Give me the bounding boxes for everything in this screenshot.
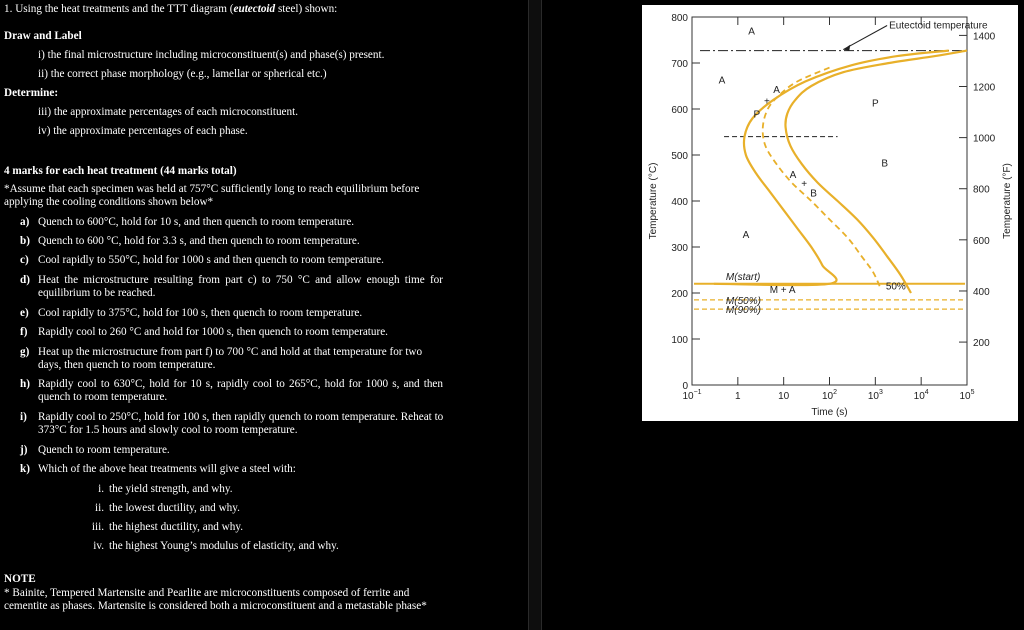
y2-tick-label: 1000	[973, 133, 996, 145]
treatment-text: Rapidly cool to 250°C, hold for 100 s, then rapidly quench to room temperature. Reheat to 373°C for 1.5 hours and slowly cool to room temperature.	[38, 411, 444, 436]
treatment-label: b)	[20, 235, 30, 247]
y-tick-label: 500	[671, 151, 688, 162]
ttt-curve-finish-99-	[785, 51, 967, 293]
draw-item: i) the final microstructure including microconstituent(s) and phase(s) present.	[38, 49, 385, 61]
determine-item: iv) the approximate percentages of each phase.	[38, 125, 248, 137]
y-tick-label: 0	[682, 381, 688, 392]
treatment-label: g)	[20, 346, 30, 358]
region-label: +	[801, 179, 808, 191]
region-label: A	[773, 84, 780, 96]
martensite-label: M(start)	[725, 271, 761, 283]
x-tick-label: $10^5$	[959, 389, 975, 402]
assume-note: *Assume that each specimen was held at 757°C sufficiently long to reach equilibrium before applying the cooling conditions shown below*	[4, 183, 420, 208]
question-title: 1. Using the heat treatments and the TTT diagram (eutectoid steel) shown:	[4, 3, 338, 15]
region-label: M + A	[769, 285, 796, 296]
ttt-chart-svg	[642, 5, 1018, 421]
panel-divider[interactable]	[528, 0, 542, 630]
treatment-label: h)	[20, 378, 30, 390]
y-axis-label: Temperature (°C)	[648, 162, 659, 240]
determine-item: iii) the approximate percentages of each microconstituent.	[38, 106, 299, 118]
region-label: P	[871, 98, 879, 110]
note-title: NOTE	[4, 573, 36, 585]
y-tick-label: 700	[671, 59, 688, 70]
y-tick-label: 100	[671, 335, 688, 346]
y-tick-label: 400	[671, 197, 688, 208]
treatment-label: e)	[20, 307, 29, 319]
martensite-label: M(90%)	[725, 305, 761, 317]
treatment-label: k)	[20, 463, 30, 475]
treatment-text: Cool rapidly to 550°C, hold for 1000 s and then quench to room temperature.	[38, 254, 384, 266]
determine-heading: Determine:	[4, 87, 59, 99]
y2-tick-label: 1400	[973, 31, 996, 43]
eutectoid-arrowhead	[843, 45, 850, 51]
treatment-text: Which of the above heat treatments will give a steel with:	[38, 463, 296, 475]
region-label: A	[748, 26, 755, 38]
x-tick-label: $10^3$	[867, 389, 883, 402]
marks-line: 4 marks for each heat treatment (44 marks total)	[4, 165, 237, 177]
x-tick-label: $10^2$	[821, 389, 838, 402]
treatment-text: Rapidly cool to 630°C, hold for 10 s, rapidly cool to 265°C, hold for 1000 s, and then quench to room temperature.	[38, 378, 443, 403]
ttt-curve-start-1-	[714, 51, 949, 286]
treatment-label: f)	[20, 326, 28, 338]
sub-item-text: the highest ductility, and why.	[109, 521, 244, 533]
y2-tick-label: 200	[973, 338, 990, 350]
x-tick-label: 1	[735, 391, 741, 402]
x-tick-label: 10	[778, 391, 790, 402]
y2-tick-label: 1200	[973, 82, 996, 94]
eutectoid-label: Eutectoid temperature	[889, 20, 988, 32]
treatment-text: Rapidly cool to 260 °C and hold for 1000 s, then quench to room temperature.	[38, 326, 388, 338]
y2-tick-label: 800	[973, 184, 990, 196]
region-label: A	[789, 170, 797, 181]
treatment-text: Heat up the microstructure from part f) to 700 °C and hold at that temperature for two days, then quench to room temperature.	[38, 346, 423, 371]
x-tick-label: $10^4$	[913, 389, 929, 402]
x-axis-label: Time (s)	[811, 407, 848, 418]
note-text: * Bainite, Tempered Martensite and Pearlite are microconstituents composed of ferrite and cementite as phases. Martensite is considered both a microconstituent and a metastable phase*	[4, 587, 427, 612]
treatment-text: Quench to 600 °C, hold for 3.3 s, and then quench to room temperature.	[38, 235, 360, 247]
sub-item-text: the yield strength, and why.	[109, 483, 233, 495]
sub-item-text: the highest Young’s modulus of elasticity, and why.	[109, 540, 339, 552]
treatment-text: Quench to 600°C, hold for 10 s, and then quench to room temperature.	[38, 216, 355, 228]
region-label: B	[881, 158, 889, 170]
treatment-label: j)	[20, 444, 28, 456]
treatment-label: c)	[20, 254, 29, 266]
draw-label-heading: Draw and Label	[4, 30, 82, 42]
treatment-label: d)	[20, 274, 30, 286]
draw-item: ii) the correct phase morphology (e.g., lamellar or spherical etc.)	[38, 68, 327, 80]
y-tick-label: 600	[671, 105, 688, 116]
treatment-text: Cool rapidly to 375°C, hold for 100 s, then quench to room temperature.	[38, 307, 363, 319]
region-label: +	[763, 96, 770, 108]
treatment-label: i)	[20, 411, 27, 423]
sub-item-label: i.	[98, 483, 104, 495]
region-label: A	[718, 75, 726, 87]
martensite-label: M(50%)	[725, 295, 761, 307]
treatment-text: Heat the microstructure resulting from part c) to 750 °C and allow enough time for equilibrium to be reached.	[38, 274, 443, 299]
y-tick-label: 300	[671, 243, 688, 254]
region-label: 50%	[885, 281, 906, 293]
treatment-text: Quench to room temperature.	[38, 444, 170, 456]
y2-tick-label: 400	[973, 286, 990, 298]
y-tick-label: 800	[671, 13, 688, 24]
sub-item-label: iv.	[93, 540, 104, 552]
y-tick-label: 200	[671, 289, 688, 300]
ttt-diagram	[642, 5, 1018, 421]
ttt-curve-50-	[763, 68, 881, 289]
x-tick-label: $10^{-1}$	[682, 389, 702, 402]
y2-axis-label: Temperature (°F)	[1002, 163, 1013, 239]
region-label: B	[810, 188, 817, 200]
y2-tick-label: 600	[973, 235, 990, 247]
sub-item-label: ii.	[94, 502, 104, 514]
treatment-label: a)	[20, 216, 30, 228]
sub-item-text: the lowest ductility, and why.	[109, 502, 240, 514]
region-label: A	[742, 229, 750, 241]
sub-item-label: iii.	[91, 521, 104, 533]
region-label: P	[753, 109, 761, 121]
